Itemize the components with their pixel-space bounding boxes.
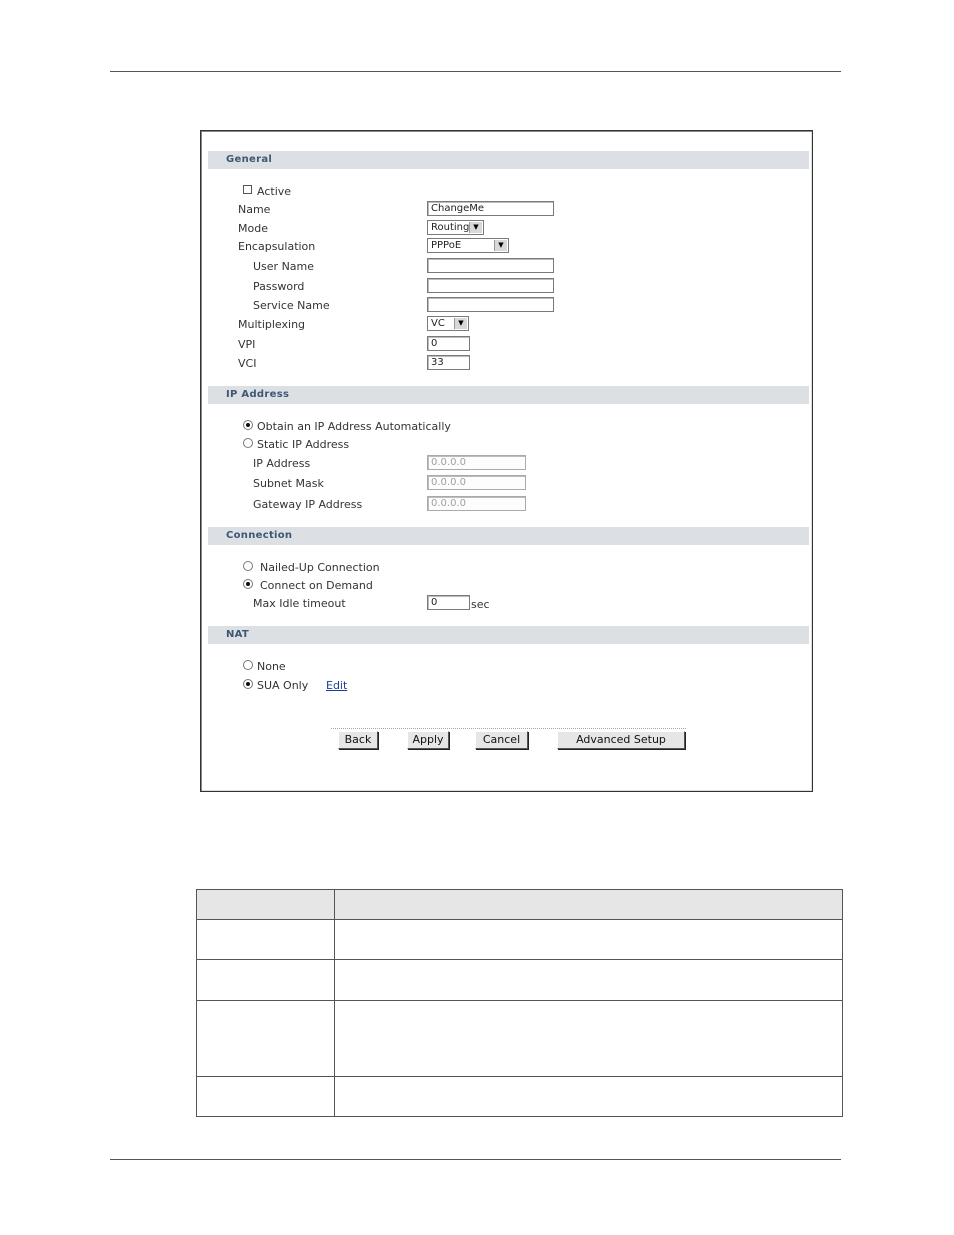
- table-header-row: [197, 890, 843, 920]
- chevron-down-icon: ▼: [469, 222, 482, 233]
- multiplexing-select[interactable]: [427, 316, 469, 331]
- section-connection-header: Connection: [208, 527, 809, 545]
- table-cell: [335, 1001, 843, 1077]
- table-cell: [197, 1077, 335, 1117]
- ip-address-field[interactable]: 0.0.0.0: [427, 455, 526, 470]
- footer-rule: [110, 1159, 841, 1160]
- cancel-button[interactable]: Cancel: [475, 731, 528, 749]
- active-label: Active: [257, 185, 292, 198]
- table-cell: [197, 960, 335, 1001]
- section-nat-header: NAT: [208, 626, 809, 644]
- gateway-ip-label: Gateway IP Address: [253, 498, 363, 511]
- active-checkbox[interactable]: [243, 185, 252, 194]
- table-cell: [335, 960, 843, 1001]
- table-cell: [197, 920, 335, 960]
- user-name-label: User Name: [253, 260, 315, 273]
- table-row: [197, 960, 843, 1001]
- apply-button[interactable]: Apply: [407, 731, 449, 749]
- nat-sua-only-label: SUA Only: [257, 679, 309, 692]
- encapsulation-value: PPPoE: [431, 240, 462, 251]
- mode-label: Mode: [238, 222, 268, 235]
- multiplexing-label: Multiplexing: [238, 318, 306, 331]
- table-row: [197, 920, 843, 960]
- vpi-field[interactable]: 0: [427, 336, 470, 351]
- user-name-field[interactable]: [427, 258, 554, 273]
- nailed-up-radio[interactable]: [243, 561, 253, 571]
- button-divider: [331, 728, 686, 729]
- chevron-down-icon: ▼: [454, 318, 467, 329]
- subnet-mask-label: Subnet Mask: [253, 477, 324, 490]
- section-general-header: General: [208, 151, 809, 169]
- nat-none-radio[interactable]: [243, 660, 253, 670]
- max-idle-unit: sec: [471, 598, 490, 611]
- encapsulation-select[interactable]: [427, 238, 509, 253]
- name-label: Name: [238, 203, 271, 216]
- max-idle-label: Max Idle timeout: [253, 597, 346, 610]
- table-cell: [335, 1077, 843, 1117]
- name-field[interactable]: ChangeMe: [427, 201, 554, 216]
- mode-value: Routing: [431, 222, 470, 233]
- table-cell: [197, 1001, 335, 1077]
- back-button[interactable]: Back: [338, 731, 378, 749]
- connect-on-demand-radio[interactable]: [243, 579, 253, 589]
- nailed-up-label: Nailed-Up Connection: [260, 561, 380, 574]
- nat-edit-link[interactable]: Edit: [326, 679, 348, 692]
- vpi-label: VPI: [238, 338, 256, 351]
- multiplexing-value: VC: [431, 318, 445, 329]
- table-header-cell: [197, 890, 335, 920]
- table-header-cell: [335, 890, 843, 920]
- password-field[interactable]: [427, 278, 554, 293]
- vci-field[interactable]: 33: [427, 355, 470, 370]
- mode-select[interactable]: [427, 220, 484, 235]
- password-label: Password: [253, 280, 305, 293]
- nat-sua-only-radio[interactable]: [243, 679, 253, 689]
- description-table: [196, 889, 843, 1117]
- connect-on-demand-label: Connect on Demand: [260, 579, 373, 592]
- table-row: [197, 1077, 843, 1117]
- max-idle-field[interactable]: 0: [427, 595, 470, 610]
- wan-setup-panel: [200, 130, 813, 792]
- service-name-label: Service Name: [253, 299, 330, 312]
- ip-address-label: IP Address: [253, 457, 311, 470]
- service-name-field[interactable]: [427, 297, 554, 312]
- nat-none-label: None: [257, 660, 286, 673]
- obtain-ip-auto-label: Obtain an IP Address Automatically: [257, 420, 451, 433]
- encapsulation-label: Encapsulation: [238, 240, 316, 253]
- static-ip-radio[interactable]: [243, 438, 253, 448]
- header-rule: [110, 71, 841, 72]
- advanced-setup-button[interactable]: Advanced Setup: [557, 731, 685, 749]
- vci-label: VCI: [238, 357, 257, 370]
- obtain-ip-auto-radio[interactable]: [243, 420, 253, 430]
- table-row: [197, 1001, 843, 1077]
- section-ip-address-header: IP Address: [208, 386, 809, 404]
- table-cell: [335, 920, 843, 960]
- static-ip-label: Static IP Address: [257, 438, 350, 451]
- gateway-ip-field[interactable]: 0.0.0.0: [427, 496, 526, 511]
- subnet-mask-field[interactable]: 0.0.0.0: [427, 475, 526, 490]
- chevron-down-icon: ▼: [494, 240, 507, 251]
